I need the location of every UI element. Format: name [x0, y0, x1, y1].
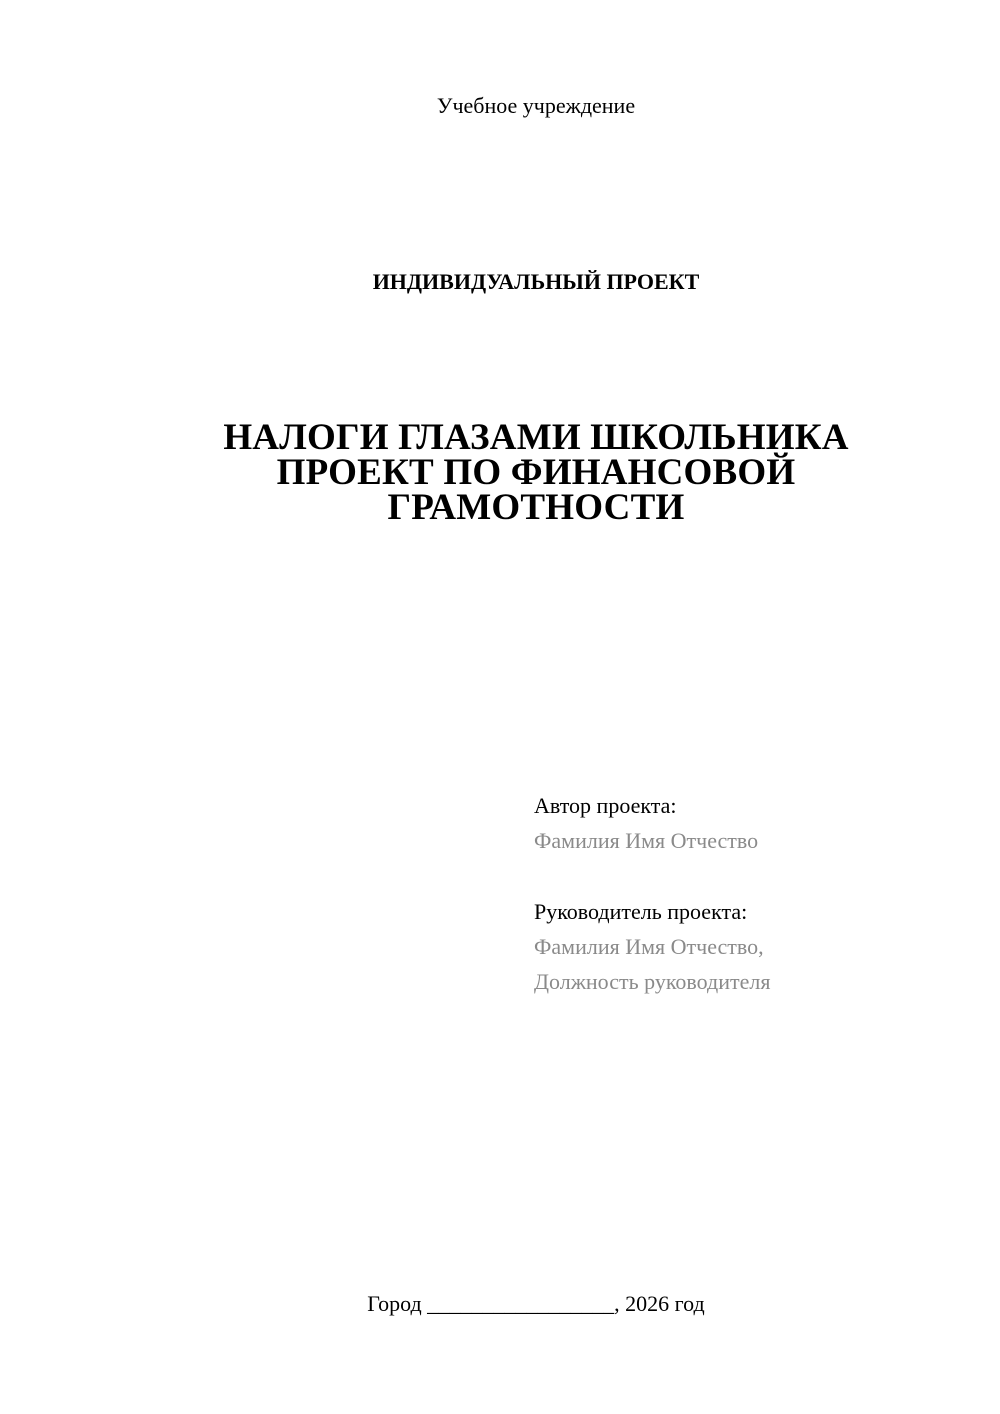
- supervisor-label: Руководитель проекта:: [534, 899, 748, 924]
- project-type-heading: ИНДИВИДУАЛЬНЫЙ ПРОЕКТ: [372, 269, 700, 294]
- supervisor-name: Фамилия Имя Отчество,: [534, 934, 764, 959]
- project-title-line: ГРАМОТНОСТИ: [387, 487, 685, 528]
- supervisor-position: Должность руководителя: [534, 969, 771, 994]
- institution-name: Учебное учреждение: [436, 93, 636, 118]
- author-name: Фамилия Имя Отчество: [534, 828, 759, 853]
- project-title-line: НАЛОГИ ГЛАЗАМИ ШКОЛЬНИКА: [223, 417, 849, 458]
- city-year-footer: Город _________________, 2026 год: [367, 1291, 705, 1316]
- spacer: [534, 858, 974, 894]
- project-title: [180, 417, 892, 528]
- project-title-line: ПРОЕКТ ПО ФИНАНСОВОЙ: [276, 452, 796, 493]
- credits-block: [534, 788, 974, 999]
- author-label: Автор проекта:: [534, 793, 677, 818]
